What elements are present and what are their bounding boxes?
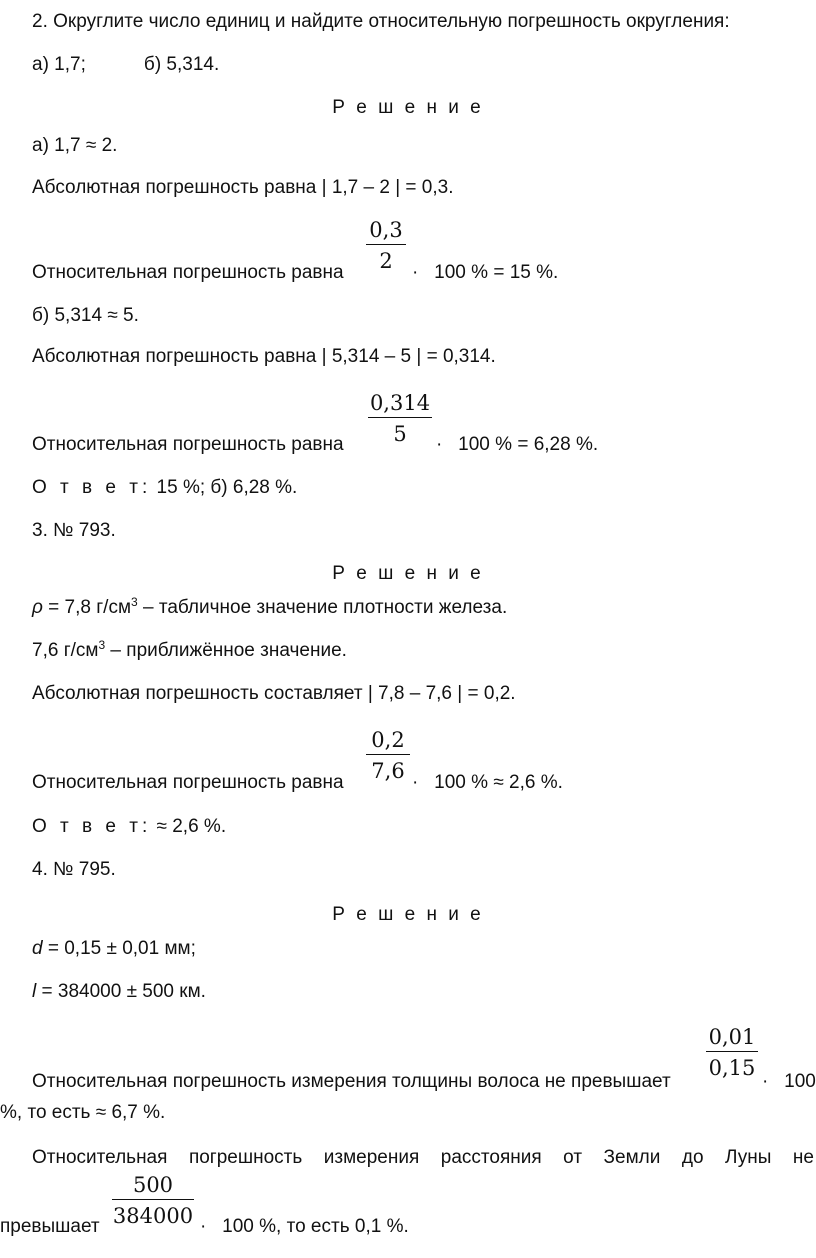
task3-answer xyxy=(32,815,226,839)
task4-hair-cont: %, то есть ≈ 6,7 %. xyxy=(0,1102,166,1123)
solution-heading: Р е ш е н и е xyxy=(332,97,484,118)
fraction-numerator: 0,314 xyxy=(368,391,432,418)
fraction-0-3-over-2 xyxy=(366,218,406,273)
task4-l-line xyxy=(32,980,206,1004)
word: не xyxy=(792,1147,814,1168)
task4-moon-line xyxy=(32,1146,814,1170)
fraction-denominator: 2 xyxy=(379,249,393,273)
task2-a-abs: Абсолютная погрешность равна | 1,7 – 2 | = 0,3. xyxy=(32,177,454,198)
word: Земли xyxy=(603,1147,661,1168)
word: расстояния xyxy=(440,1147,542,1168)
fraction-numerator: 0,3 xyxy=(366,218,406,245)
task4-moon-tail: · 100 %, то есть 0,1 %. xyxy=(200,1216,409,1237)
fraction-0-01-over-0-15 xyxy=(706,1025,758,1080)
fraction-0-2-over-7-6 xyxy=(366,728,410,783)
task2-items: а) 1,7; б) 5,314. xyxy=(32,54,220,75)
d-symbol: d xyxy=(32,938,43,959)
superscript: 3 xyxy=(131,595,138,609)
fraction-0-314-over-5 xyxy=(368,391,432,446)
task2-b-round: б) 5,314 ≈ 5. xyxy=(32,305,139,326)
word: Луны xyxy=(725,1147,772,1168)
word: до xyxy=(681,1147,704,1168)
solution-heading: Р е ш е н и е xyxy=(332,563,484,584)
word: от xyxy=(563,1147,583,1168)
word: погрешность xyxy=(188,1147,303,1168)
task3-title: 3. № 793. xyxy=(32,520,116,541)
task4-moon-prefix: превышает xyxy=(0,1216,100,1237)
solution-heading: Р е ш е н и е xyxy=(332,904,484,925)
l-symbol: l xyxy=(32,981,37,1002)
fraction-denominator: 384000 xyxy=(112,1204,194,1228)
task2-a-round: а) 1,7 ≈ 2. xyxy=(32,135,118,156)
d-value: = 0,15 ± 0,01 мм; xyxy=(42,938,196,959)
task4-hair-label: Относительная погрешность измерения толщины волоса не превышает xyxy=(32,1071,671,1092)
task2-b-rel-label: Относительная погрешность равна xyxy=(32,434,344,455)
word: измерения xyxy=(323,1147,420,1168)
task2-title: 2. Округлите число единиц и найдите относительную погрешность округления: xyxy=(32,11,730,32)
task2-answer xyxy=(32,476,297,500)
answer-label: О т в е т: xyxy=(32,816,152,837)
rho-symbol: ρ xyxy=(32,597,43,618)
task2-a-rel-label: Относительная погрешность равна xyxy=(32,262,344,283)
task2-b-rel-tail: · 100 % = 6,28 %. xyxy=(436,434,599,455)
fraction-numerator: 0,2 xyxy=(366,728,410,755)
fraction-numerator: 0,01 xyxy=(706,1025,758,1052)
approx-value: 7,6 г/см xyxy=(32,640,99,661)
task2-b-abs: Абсолютная погрешность равна | 5,314 – 5 | = 0,314. xyxy=(32,346,496,367)
approx-description: – приближённое значение. xyxy=(105,640,347,661)
superscript: 3 xyxy=(98,638,106,652)
task4-hair-tail: · 100 xyxy=(762,1071,816,1092)
rho-description: – табличное значение плотности железа. xyxy=(137,597,508,618)
fraction-denominator: 5 xyxy=(393,422,407,446)
task3-rho-line xyxy=(32,596,507,620)
answer-label: О т в е т: xyxy=(32,477,152,498)
task3-abs: Абсолютная погрешность составляет | 7,8 – 7,6 | = 0,2. xyxy=(32,683,516,704)
task4-title: 4. № 795. xyxy=(32,859,116,880)
task2-a-rel-tail: · 100 % = 15 %. xyxy=(412,262,559,283)
rho-value: = 7,8 г/см xyxy=(42,597,132,618)
l-value: = 384000 ± 500 км. xyxy=(36,981,206,1002)
task4-d-line xyxy=(32,937,196,961)
fraction-denominator: 7,6 xyxy=(371,759,405,783)
fraction-numerator: 500 xyxy=(112,1173,194,1200)
fraction-denominator: 0,15 xyxy=(708,1056,756,1080)
task3-rel-tail: · 100 % ≈ 2,6 %. xyxy=(412,772,563,793)
task3-rel-label: Относительная погрешность равна xyxy=(32,772,344,793)
task3-approx-line xyxy=(32,639,347,663)
fraction-500-over-384000 xyxy=(112,1173,194,1228)
word: Относительная xyxy=(32,1147,168,1168)
answer-value: ≈ 2,6 %. xyxy=(156,816,227,837)
answer-value: 15 %; б) 6,28 %. xyxy=(156,477,298,498)
